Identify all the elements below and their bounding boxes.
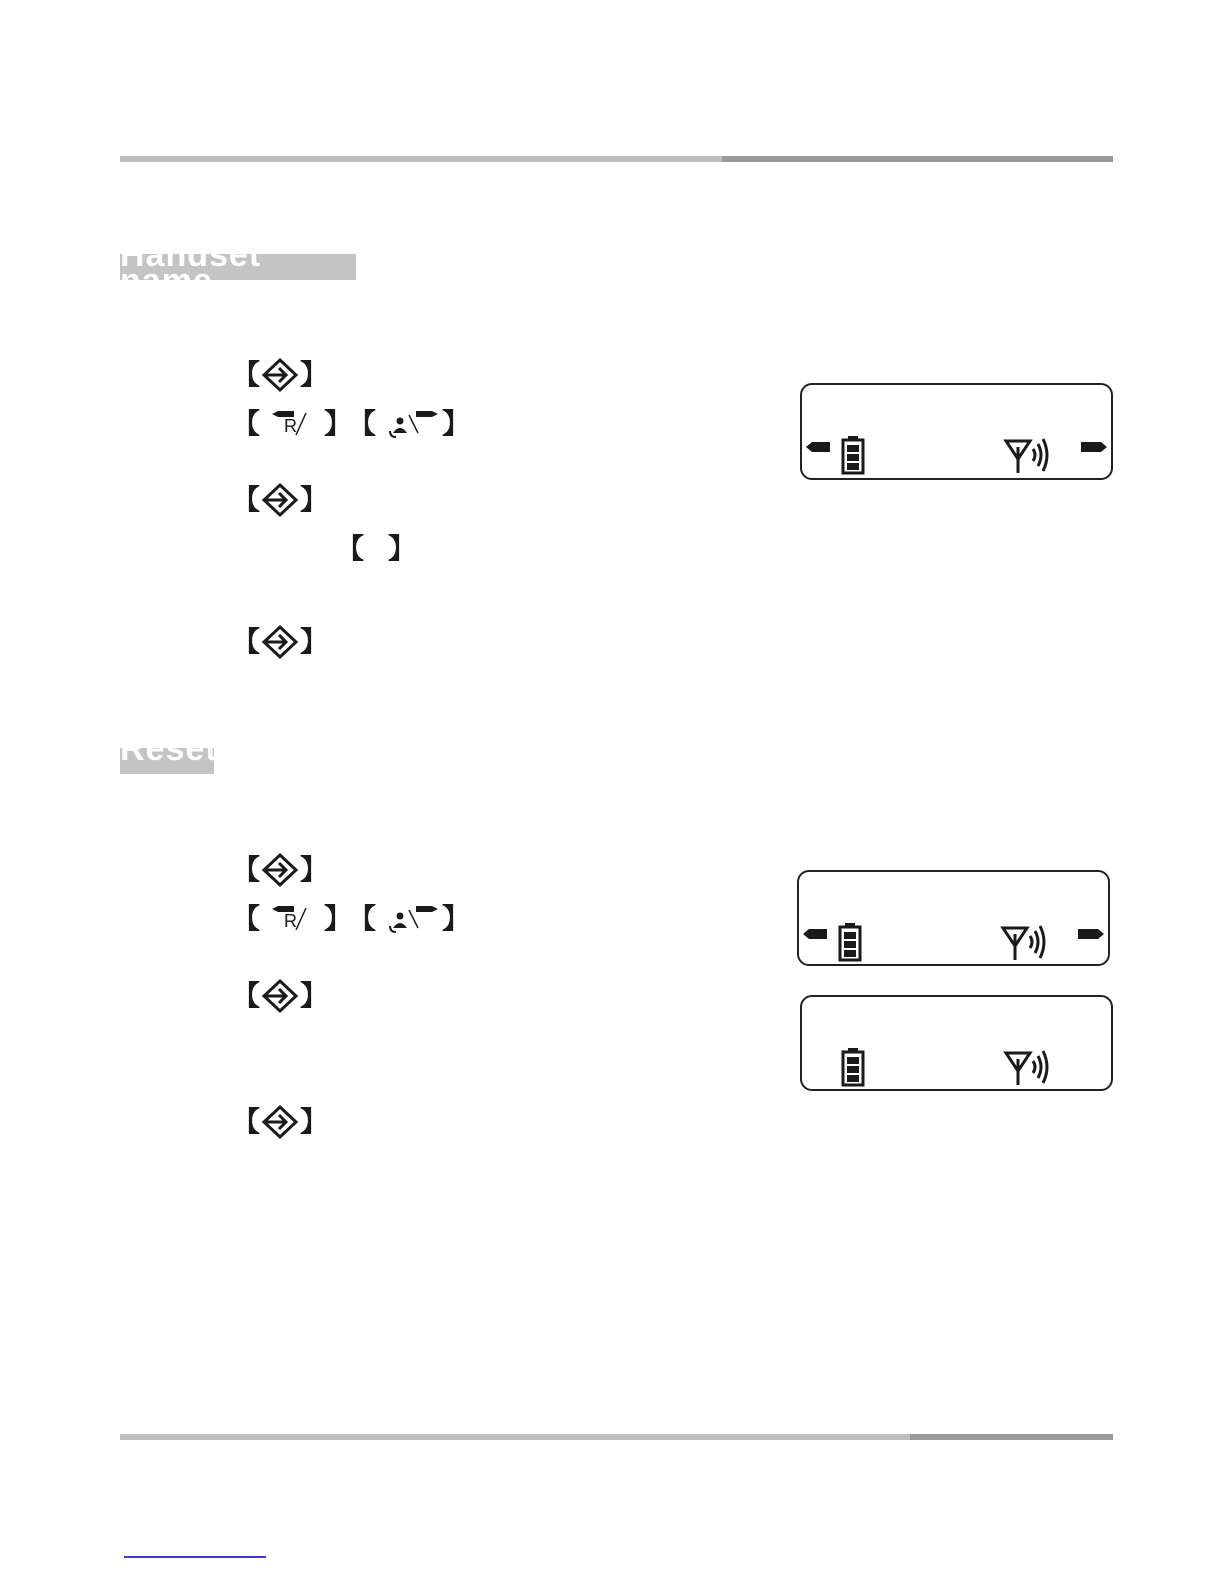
enter-arrow-icon bbox=[260, 1105, 300, 1139]
phonebook-right-arrow-icon bbox=[376, 902, 442, 936]
enter-arrow-icon bbox=[260, 483, 300, 517]
ok-key-step-3: 【 】 bbox=[232, 483, 329, 516]
section-title-handset-name: Handset name bbox=[120, 254, 356, 280]
enter-arrow-icon bbox=[260, 979, 300, 1013]
right-key-step-1: 【 】 bbox=[348, 407, 471, 440]
right-key-reset-step-2: 【 】 bbox=[348, 902, 471, 935]
lcd-display-reset-confirm bbox=[800, 995, 1113, 1091]
signal-antenna-icon bbox=[1001, 922, 1049, 962]
enter-arrow-icon bbox=[260, 625, 300, 659]
footer-rule bbox=[120, 1434, 1113, 1440]
ok-key-reset-step-3: 【 】 bbox=[232, 979, 329, 1012]
ok-key-step-1: 【 】 bbox=[232, 358, 329, 391]
signal-antenna-icon bbox=[1004, 1047, 1052, 1087]
scroll-right-icon bbox=[1081, 441, 1107, 453]
battery-icon bbox=[840, 1047, 866, 1087]
signal-antenna-icon bbox=[1004, 435, 1052, 475]
left-key-step-1: 【 R 】 bbox=[232, 407, 353, 440]
header-rule bbox=[120, 156, 1113, 162]
lcd-display-reset-menu bbox=[797, 870, 1110, 966]
ok-key-reset-step-4: 【 】 bbox=[232, 1105, 329, 1138]
battery-icon bbox=[837, 922, 863, 962]
ok-key-step-5: 【 】 bbox=[232, 625, 329, 658]
scroll-left-icon bbox=[803, 928, 829, 940]
left-key-reset-step-2: 【 R 】 bbox=[232, 902, 353, 935]
scroll-left-icon bbox=[806, 441, 832, 453]
footer-link-underline[interactable] bbox=[124, 1556, 266, 1558]
lcd-display-handset-name bbox=[800, 383, 1113, 480]
scroll-right-icon bbox=[1078, 928, 1104, 940]
enter-arrow-icon bbox=[260, 853, 300, 887]
ok-key-reset-step-1: 【 】 bbox=[232, 853, 329, 886]
enter-arrow-icon bbox=[260, 358, 300, 392]
empty-key-step-4: 【 】 bbox=[336, 532, 417, 565]
phonebook-right-arrow-icon bbox=[376, 407, 442, 441]
section-title-reset: Reset bbox=[120, 748, 214, 774]
battery-icon bbox=[840, 435, 866, 475]
